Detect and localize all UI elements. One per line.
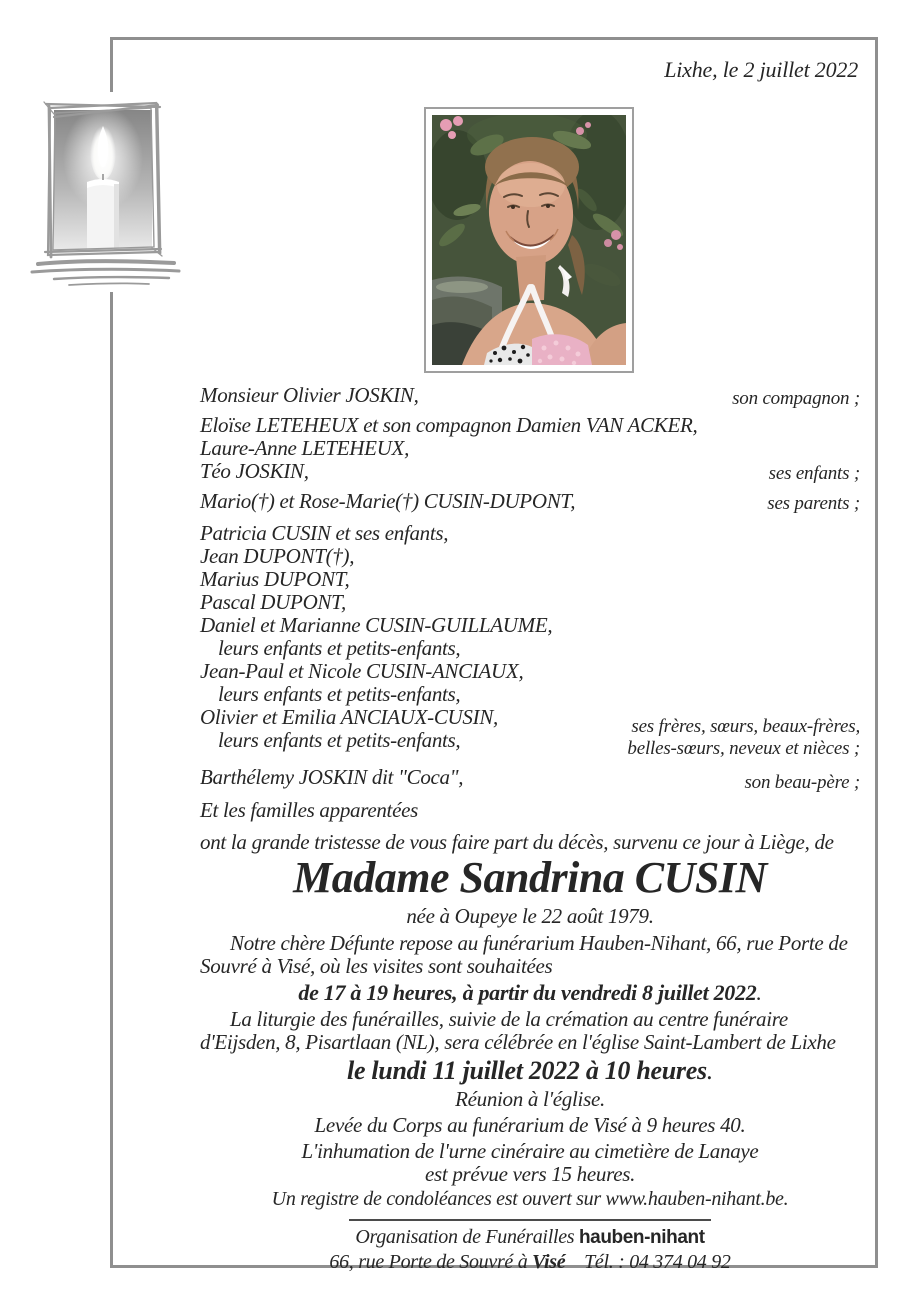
- inhumation-line: est prévue vers 15 heures.: [424, 1162, 636, 1186]
- repose-paragraph: Notre chère Défunte repose au funérarium Hauben-Nihant, 66, rue Porte de Souvré à Visé, où les visites sont souhaitées: [200, 931, 848, 978]
- relation-label-line: ses frères, sœurs, beaux-frères,: [631, 716, 860, 737]
- family-member-line: Pascal DUPONT,: [200, 590, 346, 614]
- family-member-line: leurs enfants et petits-enfants,: [218, 728, 461, 752]
- visits-schedule: [200, 981, 860, 1004]
- family-member-line: Jean DUPONT(†),: [200, 544, 355, 568]
- family-member-line: Olivier et Emilia ANCIAUX-CUSIN,: [200, 705, 498, 729]
- visits-schedule-suffix: .: [756, 980, 762, 1005]
- dateline: Lixhe, le 2 juillet 2022: [664, 57, 858, 82]
- candle-icon: [24, 92, 192, 292]
- footer-address-city: Visé: [532, 1251, 566, 1273]
- footer-address: [200, 1250, 860, 1274]
- footer-address-prefix: 66, rue Porte de Souvré à: [329, 1251, 528, 1273]
- family-member-line: leurs enfants et petits-enfants,: [218, 682, 461, 706]
- family-member-line: leurs enfants et petits-enfants,: [218, 636, 461, 660]
- family-member-line: Jean-Paul et Nicole CUSIN-ANCIAUX,: [200, 659, 524, 683]
- funeral-home-logo: hauben-nihant: [578, 1227, 705, 1248]
- ceremony-date: [200, 1056, 860, 1086]
- birth-line: née à Oupeye le 22 août 1979.: [406, 904, 654, 928]
- ceremony-date-suffix: .: [706, 1056, 713, 1085]
- family-member-line: Eloïse LETEHEUX et son compagnon Damien VAN ACKER,: [200, 413, 698, 437]
- family-member-line: Daniel et Marianne CUSIN-GUILLAUME,: [200, 613, 553, 637]
- family-member-line: Barthélemy JOSKIN dit "Coca",: [200, 765, 464, 789]
- family-member-line: Téo JOSKIN,: [200, 459, 309, 483]
- family-member-line: Laure-Anne LETEHEUX,: [200, 436, 410, 460]
- relation-label: ses enfants ;: [768, 463, 860, 484]
- footer-phone: Tél. : 04 374 04 92: [584, 1251, 731, 1273]
- ceremony-date-bold: le lundi 11 juillet 2022 à 10 heures: [347, 1056, 707, 1085]
- family-member-line: Marius DUPONT,: [200, 567, 350, 591]
- family-member-line: Patricia CUSIN et ses enfants,: [200, 521, 449, 545]
- relation-label: son beau-père ;: [744, 772, 860, 793]
- memorial-candle-sketch: [24, 92, 192, 292]
- portrait-photo: [424, 107, 634, 373]
- announcement-body: [200, 384, 860, 1274]
- reunion-line: Réunion à l'église.: [455, 1087, 605, 1111]
- liturgy-paragraph: La liturgie des funérailles, suivie de la crémation au centre funéraire d'Eijsden, 8, Pisartlaan (NL), sera célébrée en l'église Saint-Lambert de Lixhe: [200, 1007, 836, 1054]
- relation-label-line: belles-sœurs, neveux et nièces ;: [627, 738, 860, 759]
- deceased-name-title: Madame Sandrina CUSIN: [293, 853, 767, 902]
- portrait-of-deceased: [432, 115, 626, 365]
- footer-divider: [349, 1219, 711, 1221]
- register-line: Un registre de condoléances est ouvert sur www.hauben-nihant.be.: [271, 1188, 789, 1210]
- relation-label: son compagnon ;: [732, 388, 860, 409]
- relation-label: [627, 716, 860, 760]
- visits-schedule-bold: de 17 à 19 heures, à partir du vendredi 8 juillet 2022: [298, 980, 757, 1005]
- footer-org-prefix: Organisation de Funérailles: [355, 1226, 575, 1248]
- relation-label: ses parents ;: [767, 493, 860, 514]
- inhumation-line: L'inhumation de l'urne cinéraire au cimetière de Lanaye: [301, 1139, 759, 1163]
- footer-organisation: [200, 1225, 860, 1250]
- levee-line: Levée du Corps au funérarium de Visé à 9 heures 40.: [314, 1113, 746, 1137]
- announcement-intro: ont la grande tristesse de vous faire part du décès, survenu ce jour à Liège, de: [200, 830, 834, 854]
- family-member-line: Et les familles apparentées: [200, 798, 418, 822]
- family-member-line: Monsieur Olivier JOSKIN,: [200, 383, 419, 407]
- family-member-line: Mario(†) et Rose-Marie(†) CUSIN-DUPONT,: [200, 489, 576, 513]
